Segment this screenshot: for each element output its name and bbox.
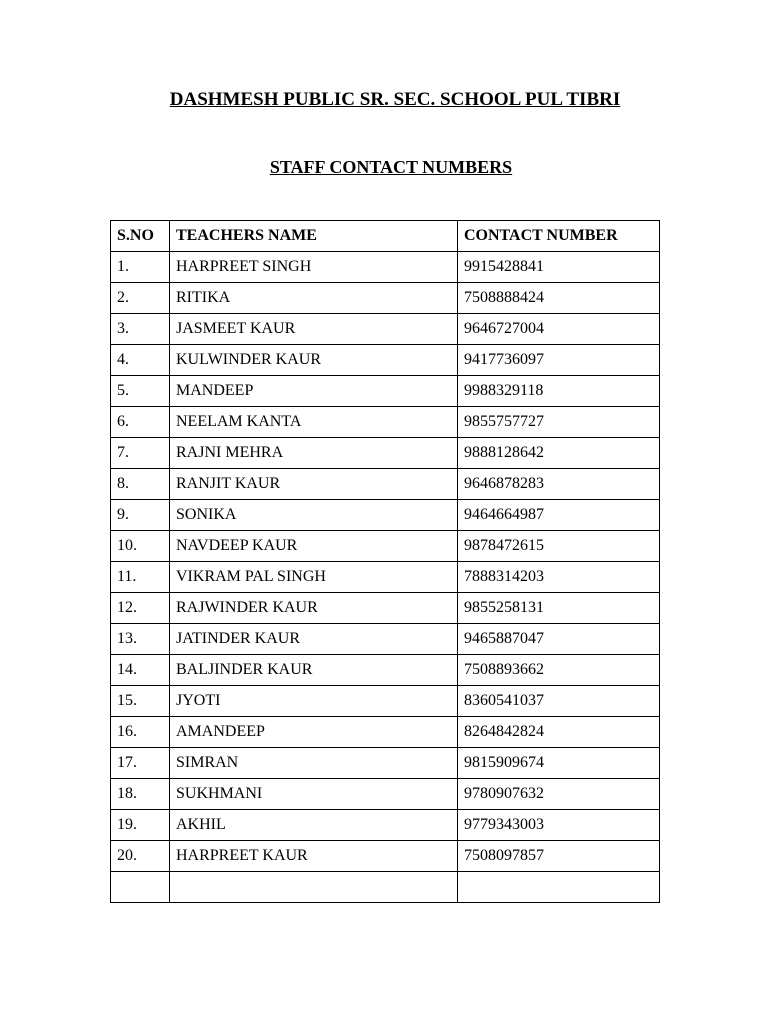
row-contact-number: 9646878283 <box>458 469 660 500</box>
row-sno: 10. <box>111 531 170 562</box>
row-contact-number: 9888128642 <box>458 438 660 469</box>
row-sno: 19. <box>111 810 170 841</box>
row-sno: 16. <box>111 717 170 748</box>
row-teacher-name: RANJIT KAUR <box>170 469 458 500</box>
row-sno: 11. <box>111 562 170 593</box>
row-teacher-name: NEELAM KANTA <box>170 407 458 438</box>
row-contact-number: 9780907632 <box>458 779 660 810</box>
row-sno: 6. <box>111 407 170 438</box>
table-body <box>111 252 660 903</box>
table-row <box>111 841 660 872</box>
table-row <box>111 376 660 407</box>
row-sno: 12. <box>111 593 170 624</box>
table-row <box>111 779 660 810</box>
row-contact-number: 9855757727 <box>458 407 660 438</box>
row-contact-number: 9646727004 <box>458 314 660 345</box>
table-header-row <box>111 221 660 252</box>
row-sno: 15. <box>111 686 170 717</box>
row-contact-number: 9915428841 <box>458 252 660 283</box>
table-row <box>111 438 660 469</box>
row-sno <box>111 872 170 903</box>
row-contact-number: 9465887047 <box>458 624 660 655</box>
document-subtitle: STAFF CONTACT NUMBERS <box>269 157 513 177</box>
row-teacher-name: HARPREET SINGH <box>170 252 458 283</box>
table-row <box>111 717 660 748</box>
row-contact-number: 7508888424 <box>458 283 660 314</box>
table-row <box>111 872 660 903</box>
row-sno: 8. <box>111 469 170 500</box>
row-teacher-name: AKHIL <box>170 810 458 841</box>
row-teacher-name: AMANDEEP <box>170 717 458 748</box>
row-contact-number: 8264842824 <box>458 717 660 748</box>
row-sno: 9. <box>111 500 170 531</box>
row-contact-number: 7888314203 <box>458 562 660 593</box>
row-contact-number: 9815909674 <box>458 748 660 779</box>
row-contact-number: 9988329118 <box>458 376 660 407</box>
row-teacher-name: JASMEET KAUR <box>170 314 458 345</box>
row-teacher-name: JATINDER KAUR <box>170 624 458 655</box>
row-teacher-name: NAVDEEP KAUR <box>170 531 458 562</box>
row-contact-number: 9464664987 <box>458 500 660 531</box>
staff-contact-table <box>110 220 660 903</box>
row-sno: 14. <box>111 655 170 686</box>
row-teacher-name: BALJINDER KAUR <box>170 655 458 686</box>
row-teacher-name: JYOTI <box>170 686 458 717</box>
header-contact-number: CONTACT NUMBER <box>458 221 660 252</box>
table-row <box>111 500 660 531</box>
row-contact-number: 9779343003 <box>458 810 660 841</box>
table-row <box>111 345 660 376</box>
row-contact-number: 9417736097 <box>458 345 660 376</box>
row-teacher-name: RITIKA <box>170 283 458 314</box>
row-teacher-name: SIMRAN <box>170 748 458 779</box>
row-teacher-name: SUKHMANI <box>170 779 458 810</box>
table-row <box>111 407 660 438</box>
table-row <box>111 283 660 314</box>
row-contact-number: 7508893662 <box>458 655 660 686</box>
table-row <box>111 748 660 779</box>
row-teacher-name: KULWINDER KAUR <box>170 345 458 376</box>
row-sno: 18. <box>111 779 170 810</box>
table-row <box>111 252 660 283</box>
row-teacher-name: SONIKA <box>170 500 458 531</box>
row-sno: 3. <box>111 314 170 345</box>
row-contact-number: 9855258131 <box>458 593 660 624</box>
table-row <box>111 314 660 345</box>
row-sno: 4. <box>111 345 170 376</box>
row-teacher-name: VIKRAM PAL SINGH <box>170 562 458 593</box>
table-row <box>111 810 660 841</box>
row-contact-number: 9878472615 <box>458 531 660 562</box>
row-teacher-name: RAJNI MEHRA <box>170 438 458 469</box>
row-sno: 2. <box>111 283 170 314</box>
row-sno: 5. <box>111 376 170 407</box>
row-teacher-name <box>170 872 458 903</box>
table-row <box>111 655 660 686</box>
table-row <box>111 593 660 624</box>
table-row <box>111 469 660 500</box>
table-row <box>111 531 660 562</box>
row-contact-number: 7508097857 <box>458 841 660 872</box>
row-sno: 17. <box>111 748 170 779</box>
row-sno: 1. <box>111 252 170 283</box>
row-teacher-name: HARPREET KAUR <box>170 841 458 872</box>
table-row <box>111 562 660 593</box>
table-row <box>111 624 660 655</box>
row-contact-number: 8360541037 <box>458 686 660 717</box>
row-sno: 20. <box>111 841 170 872</box>
header-sno: S.NO <box>111 221 170 252</box>
row-sno: 13. <box>111 624 170 655</box>
row-teacher-name: RAJWINDER KAUR <box>170 593 458 624</box>
school-title: DASHMESH PUBLIC SR. SEC. SCHOOL PUL TIBRI <box>169 89 621 110</box>
header-teacher-name: TEACHERS NAME <box>170 221 458 252</box>
row-contact-number <box>458 872 660 903</box>
row-sno: 7. <box>111 438 170 469</box>
row-teacher-name: MANDEEP <box>170 376 458 407</box>
table-row <box>111 686 660 717</box>
